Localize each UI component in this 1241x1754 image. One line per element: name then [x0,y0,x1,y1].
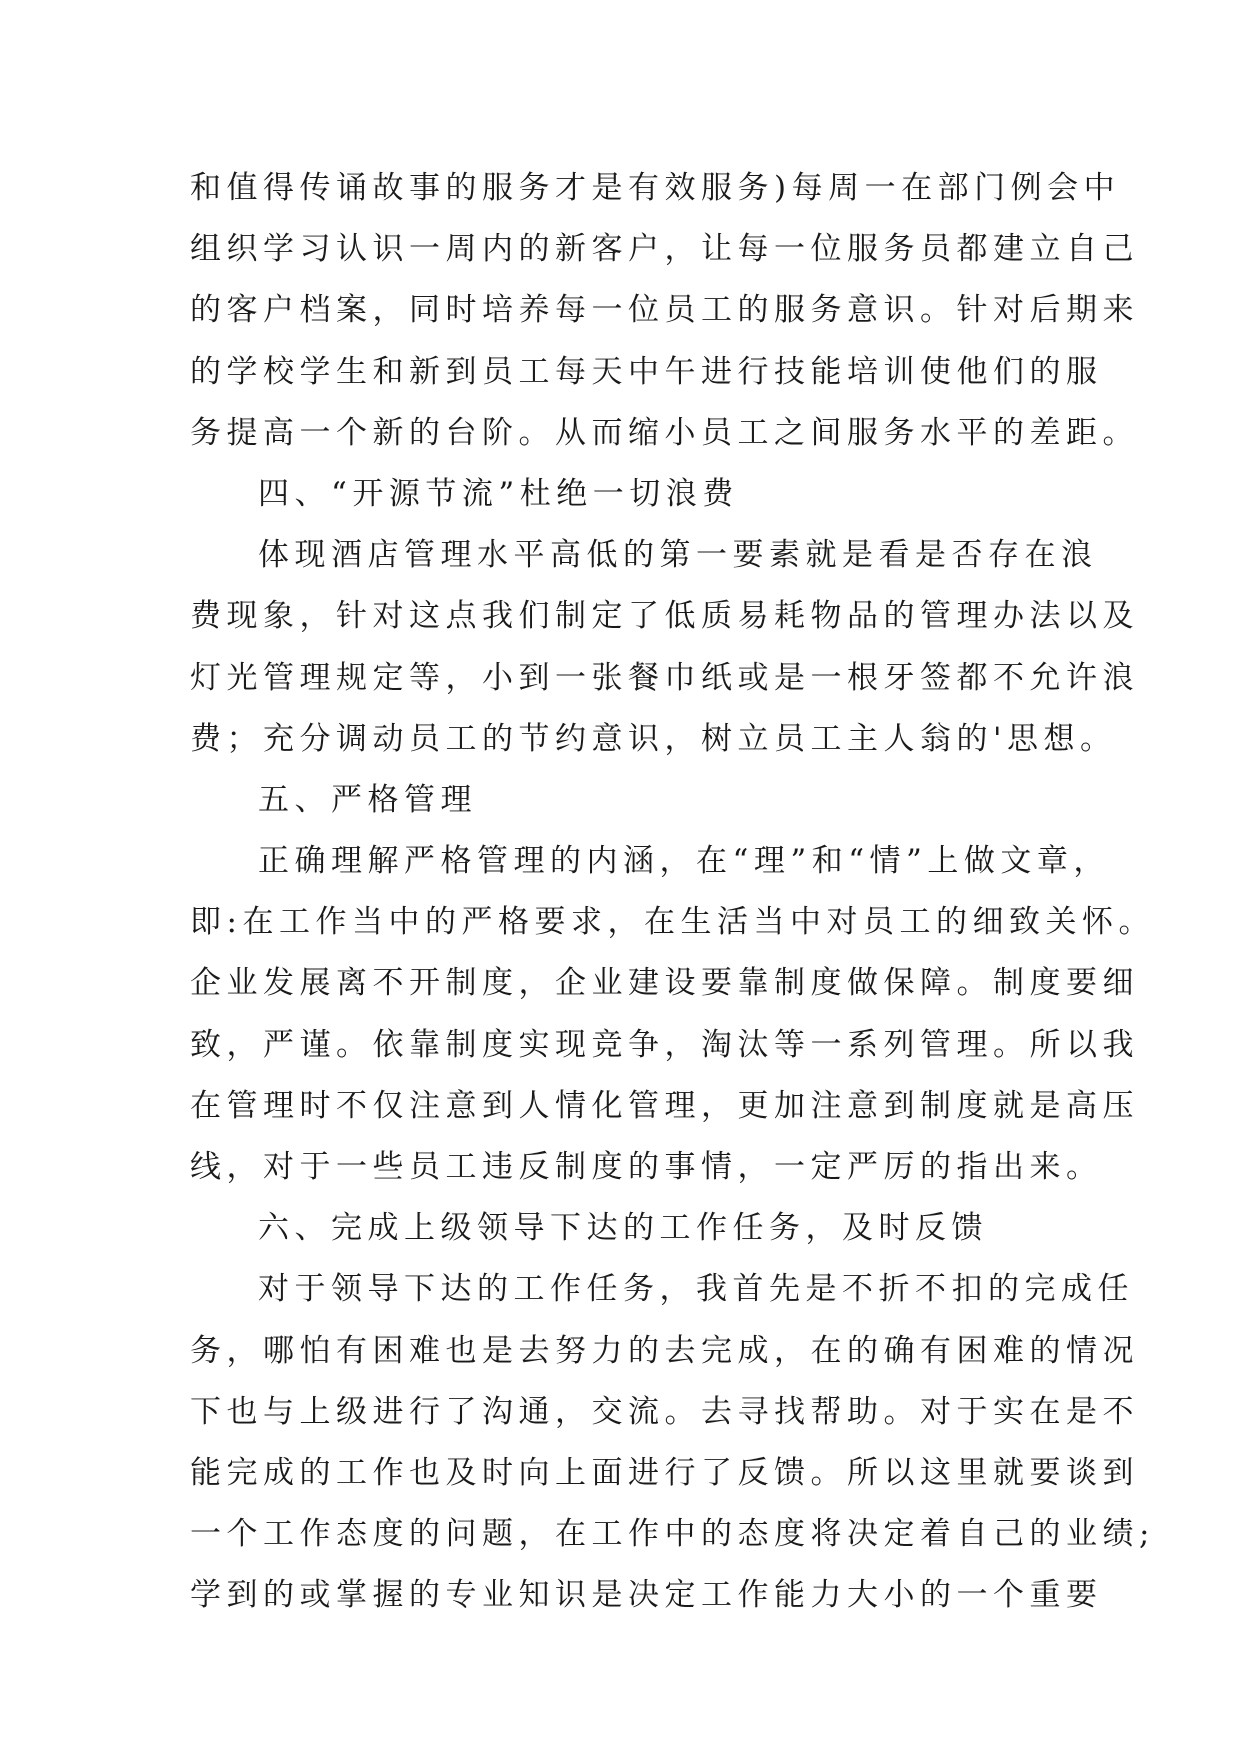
text-line: 费现象，针对这点我们制定了低质易耗物品的管理办法以及 [190,598,1139,635]
text-line: 的学校学生和新到员工每天中午进行技能培训使他们的服 [190,353,1103,390]
text-line: 在管理时不仅注意到人情化管理，更加注意到制度就是高压 [190,1087,1139,1124]
document-body [190,158,1155,1627]
paragraph-start-line: 对于领导下达的工作任务，我首先是不折不扣的完成任 [258,1271,1134,1308]
text-line: 务，哪怕有困难也是去努力的去完成，在的确有困难的情况 [190,1332,1139,1369]
text-line: 费；充分调动员工的节约意识，树立员工主人翁的'思想。 [190,720,1117,757]
text-line: 的客户档案，同时培养每一位员工的服务意识。针对后期来 [190,292,1139,329]
text-line: 和值得传诵故事的服务才是有效服务)每周一在部门例会中 [190,170,1121,206]
text-line: 致，严谨。依靠制度实现竞争，淘汰等一系列管理。所以我 [190,1026,1139,1063]
text-line: 企业发展离不开制度，企业建设要靠制度做保障。制度要细 [190,965,1139,1002]
paragraph-start-line: 体现酒店管理水平高低的第一要素就是看是否存在浪 [258,537,1098,574]
text-line: 组织学习认识一周内的新客户，让每一位服务员都建立自己 [190,231,1139,268]
text-line: 务提高一个新的台阶。从而缩小员工之间服务水平的差距。 [190,414,1139,451]
text-line: 学到的或掌握的专业知识是决定工作能力大小的一个重要 [190,1577,1103,1614]
text-line: 一个工作态度的问题，在工作中的态度将决定着自己的业绩; [190,1516,1155,1553]
text-line: 即:在工作当中的严格要求，在生活当中对员工的细致关怀。 [190,904,1155,941]
paragraph-start-line: 六、完成上级领导下达的工作任务，及时反馈 [258,1210,988,1247]
text-line: 能完成的工作也及时向上面进行了反馈。所以这里就要谈到 [190,1454,1139,1491]
text-line: 灯光管理规定等，小到一张餐巾纸或是一根牙签都不允许浪 [190,659,1139,696]
text-line: 线，对于一些员工违反制度的事情，一定严厉的指出来。 [190,1149,1103,1185]
paragraph-start-line: 正确理解严格管理的内涵，在“理”和“情”上做文章， [258,843,1110,880]
paragraph-start-line: 五、严格管理 [258,781,477,818]
paragraph-start-line: 四、“开源节流”杜绝一切浪费 [258,475,739,512]
text-line: 下也与上级进行了沟通，交流。去寻找帮助。对于实在是不 [190,1393,1139,1430]
